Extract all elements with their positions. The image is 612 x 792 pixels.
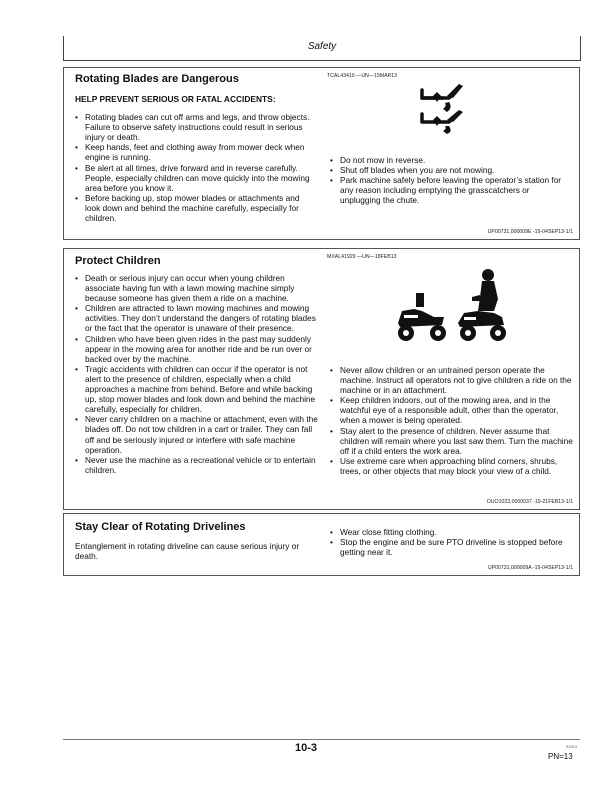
bullet-item: • Never allow children or an untrained person operate the machine. Instruct all operators not to give children a ride on the machine or in an attachment. xyxy=(330,365,574,395)
bullet-item: • Stop the engine and be sure PTO driveline is stopped before getting near it. xyxy=(330,537,574,557)
bullet-item: • Do not mow in reverse. xyxy=(330,155,570,165)
bullet-list-left xyxy=(75,273,318,475)
left-column xyxy=(75,94,313,223)
bullet-item: • Be alert at all times, drive forward and in reverse carefully. People, especially children can move quickly into the mowing area before you know it. xyxy=(75,163,313,193)
right-column xyxy=(330,155,570,205)
footer-rule xyxy=(63,739,580,740)
bullet-item: • Rotating blades can cut off arms and legs, and throw objects. Failure to observe safety instructions could result in serious injury or death. xyxy=(75,112,313,142)
bullet-list-right xyxy=(330,365,574,476)
bullet-item: • Wear close fitting clothing. xyxy=(330,527,574,537)
footer-tiny-code: 92013 xyxy=(566,744,578,749)
bullet-list-right xyxy=(330,527,574,557)
bullet-item: • Stay alert to the presence of children. Never assume that children will remain where you last saw them. Turn the machine off if a child enters the work area. xyxy=(330,426,574,456)
running-header-title: Safety xyxy=(307,41,337,52)
bullet-item: • Children who have been given rides in the past may suddenly appear in the mowing area for another ride and be run over or backed over by the machine. xyxy=(75,334,318,364)
section-protect-children xyxy=(63,248,580,510)
child-rider-warning-illustration xyxy=(394,267,509,347)
bullet-item: • Children are attracted to lawn mowing machines and mowing activities. They don’t understand the dangers of rotating blades or the fact that the operator is unaware of their presence. xyxy=(75,303,318,333)
bullet-item: • Keep children indoors, out of the mowing area, and in the watchful eye of a responsible adult, other than the operator, when a mower is being operated. xyxy=(330,395,574,425)
blade-hazard-icon xyxy=(419,82,469,134)
bullet-item: • Never carry children on a machine or attachment, even with the blades off. Do not tow children in a cart or trailer. They can fall off and be seriously injured or interfere with safe machine operation. xyxy=(75,414,318,454)
bullet-item: • Never use the machine as a recreational vehicle or to entertain children. xyxy=(75,455,318,475)
image-reference: MXAL41929 —UN—18FEB13 xyxy=(327,254,397,260)
document-code: UP00731,000009E -19-04SEP13-1/1 xyxy=(487,229,573,235)
section-title: Protect Children xyxy=(75,255,161,267)
bullet-item: • Death or serious injury can occur when young children associate having fun with a lawn mowing machine simply because someone has given them a ride on a machine. xyxy=(75,273,318,303)
document-code: OUO1023,0000037 -19-21FEB13-1/1 xyxy=(486,499,573,505)
section-title: Stay Clear of Rotating Drivelines xyxy=(75,521,246,533)
section-body: Entanglement in rotating driveline can cause serious injury or death. xyxy=(75,541,300,562)
bullet-item: • Tragic accidents with children can occur if the operator is not alert to the presence of children, especially when a child approaches a machine from behind. Before and while backing up, stop mower blades and look down and behind the machine carefully, especially for children. xyxy=(75,364,318,414)
bullet-list-right xyxy=(330,155,570,205)
document-code: UP00731,000009A -19-04SEP13-1/1 xyxy=(487,565,573,571)
section-rotating-blades xyxy=(63,67,580,240)
image-reference: TCAL43410 —UN—15MAR13 xyxy=(327,73,398,79)
bullet-item: • Before backing up, stop mower blades or attachments and look down and behind the machine carefully, especially for children. xyxy=(75,193,313,223)
section-subtitle: HELP PREVENT SERIOUS OR FATAL ACCIDENTS: xyxy=(75,94,276,104)
page-id: PN=13 xyxy=(548,752,573,761)
bullet-item: • Use extreme care when approaching blind corners, shrubs, trees, or other objects that may block your view of a child. xyxy=(330,456,574,476)
bullet-item: • Park machine safely before leaving the operator’s station for any reason including emptying the grasscatchers or unplugging the chute. xyxy=(330,175,570,205)
bullet-list-left xyxy=(75,112,313,223)
bullet-item: • Shut off blades when you are not mowing. xyxy=(330,165,570,175)
right-column xyxy=(330,365,574,476)
section-title: Rotating Blades are Dangerous xyxy=(75,73,239,85)
header-rule-bottom xyxy=(63,60,581,61)
page-number: 10-3 xyxy=(294,742,318,754)
left-column xyxy=(75,273,318,475)
bullet-item: • Keep hands, feet and clothing away from mower deck when engine is running. xyxy=(75,142,313,162)
right-column xyxy=(330,527,574,557)
section-rotating-drivelines xyxy=(63,513,580,576)
